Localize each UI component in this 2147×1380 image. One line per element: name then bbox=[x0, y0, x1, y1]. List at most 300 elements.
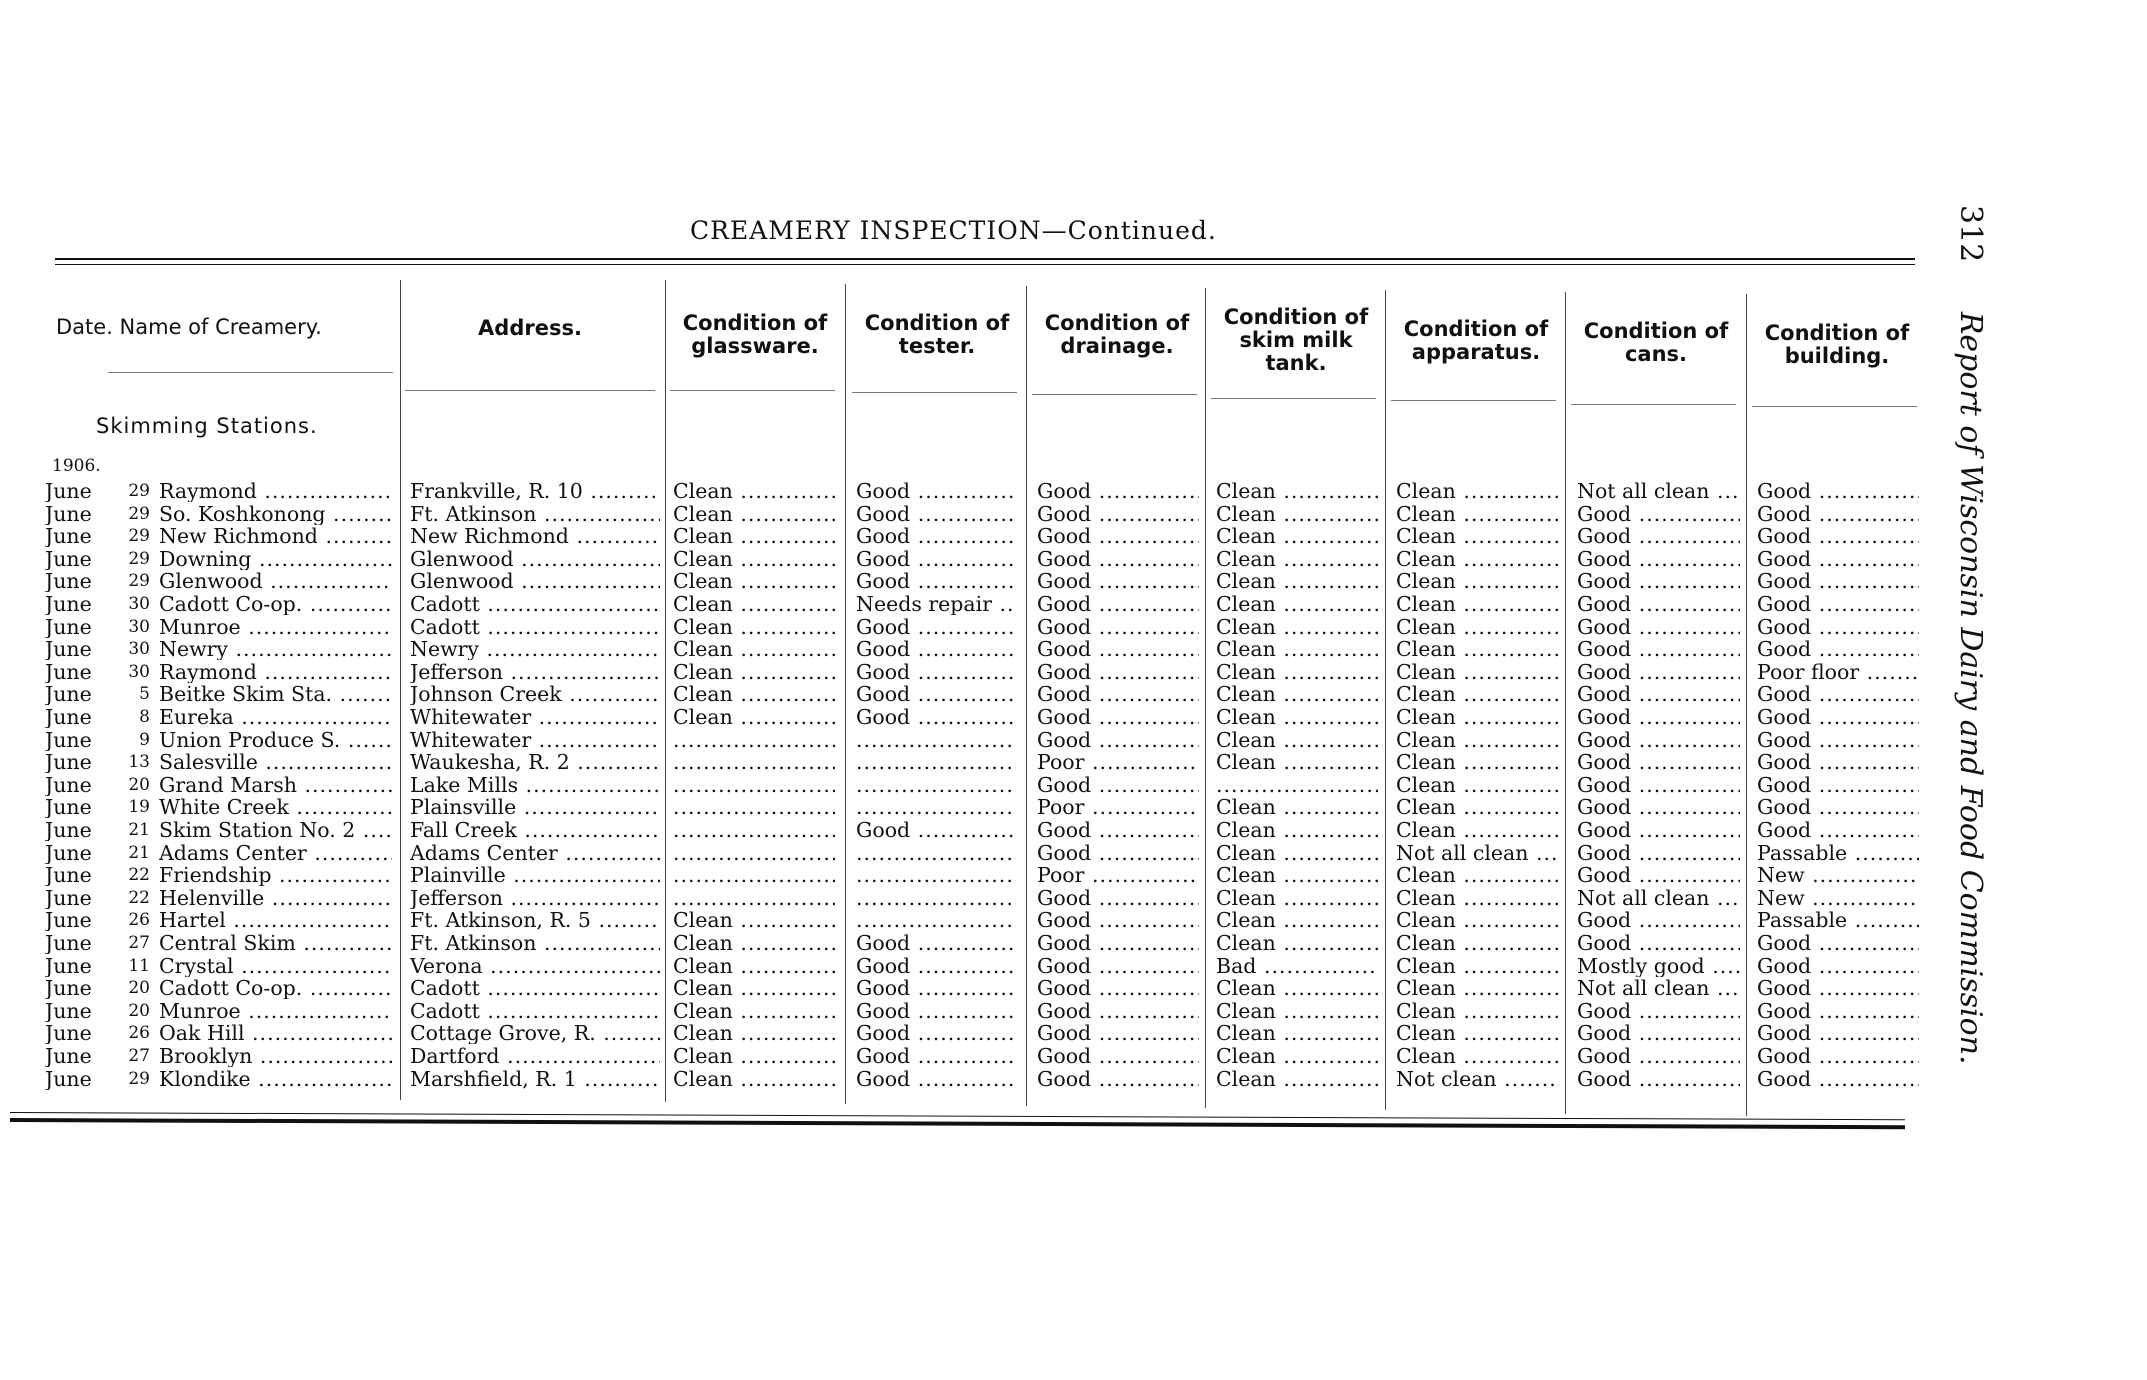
row-month: June bbox=[45, 570, 92, 593]
skim-tank-condition: Clean ..... bbox=[1216, 909, 1378, 931]
tester-condition: Good ..... bbox=[856, 683, 1016, 705]
glassware-condition: Clean ..... bbox=[673, 638, 835, 660]
building-condition: Good ..... bbox=[1757, 1068, 1919, 1090]
cans-condition: Good ..... bbox=[1577, 503, 1740, 525]
building-condition: Good ..... bbox=[1757, 955, 1919, 977]
building-condition: Good ..... bbox=[1757, 480, 1919, 502]
tester-condition: Good ..... bbox=[856, 503, 1016, 525]
row-day: 21 bbox=[128, 819, 150, 840]
skim-tank-condition: Clean ..... bbox=[1216, 842, 1378, 864]
glassware-condition bbox=[673, 751, 835, 773]
creamery-name: Crystal ..... bbox=[159, 955, 392, 977]
table-row bbox=[0, 909, 1940, 931]
row-month: June bbox=[45, 480, 92, 502]
cans-condition: Good ..... bbox=[1577, 661, 1740, 683]
tester-condition: Good ..... bbox=[856, 932, 1016, 954]
row-day: 20 bbox=[128, 978, 150, 999]
tester-condition bbox=[856, 909, 1016, 931]
row-day: 29 bbox=[128, 548, 150, 569]
skim-tank-condition: Clean ..... bbox=[1216, 796, 1378, 818]
table-row bbox=[0, 977, 1940, 999]
glassware-condition: Clean ..... bbox=[673, 1022, 835, 1044]
creamery-name: Eureka ..... bbox=[159, 706, 392, 728]
skim-tank-condition: Clean ..... bbox=[1216, 548, 1378, 570]
tester-condition bbox=[856, 774, 1016, 796]
drainage-condition: Good ..... bbox=[1037, 503, 1199, 525]
address: Marshfield, R. 1 ..... bbox=[410, 1068, 660, 1090]
glassware-condition bbox=[673, 864, 835, 886]
table-row bbox=[0, 1068, 1940, 1090]
drainage-condition: Good ..... bbox=[1037, 842, 1199, 864]
glassware-condition: Clean ..... bbox=[673, 548, 835, 570]
cans-condition: Good ..... bbox=[1577, 729, 1740, 751]
drainage-condition: Good ..... bbox=[1037, 683, 1199, 705]
cans-condition: Good ..... bbox=[1577, 1068, 1740, 1090]
table-row bbox=[0, 1022, 1940, 1044]
address: Plainville ..... bbox=[410, 864, 660, 886]
skim-tank-condition: Clean ..... bbox=[1216, 864, 1378, 886]
side-header bbox=[1953, 205, 1988, 1065]
glassware-condition: Clean ..... bbox=[673, 1000, 835, 1022]
creamery-name: Salesville ..... bbox=[159, 751, 392, 773]
address: Cadott ..... bbox=[410, 616, 660, 638]
tester-condition: Good ..... bbox=[856, 638, 1016, 660]
row-month: June bbox=[45, 705, 92, 728]
apparatus-condition: Clean ..... bbox=[1396, 932, 1559, 954]
table-row bbox=[0, 774, 1940, 796]
table-row bbox=[0, 525, 1940, 547]
row-day: 30 bbox=[128, 593, 150, 614]
cans-condition: Good ..... bbox=[1577, 864, 1740, 886]
table-row bbox=[0, 570, 1940, 592]
drainage-condition: Good ..... bbox=[1037, 977, 1199, 999]
building-condition: New ..... bbox=[1757, 887, 1919, 909]
row-month: June bbox=[45, 660, 92, 683]
address: Lake Mills ..... bbox=[410, 774, 660, 796]
table-row bbox=[0, 1045, 1940, 1067]
row-month: June bbox=[45, 886, 92, 909]
address: New Richmond ..... bbox=[410, 525, 660, 547]
apparatus-condition: Clean ..... bbox=[1396, 796, 1559, 818]
cans-condition: Good ..... bbox=[1577, 842, 1740, 864]
row-day: 20 bbox=[128, 774, 150, 795]
cans-condition: Mostly good ..... bbox=[1577, 955, 1740, 977]
cans-condition: Good ..... bbox=[1577, 819, 1740, 841]
row-month: June bbox=[45, 525, 92, 548]
skim-tank-condition: Clean ..... bbox=[1216, 683, 1378, 705]
table-row bbox=[0, 796, 1940, 818]
cans-condition: Good ..... bbox=[1577, 706, 1740, 728]
table-row bbox=[0, 548, 1940, 570]
apparatus-condition: Clean ..... bbox=[1396, 1000, 1559, 1022]
cans-condition: Good ..... bbox=[1577, 525, 1740, 547]
building-condition: Good ..... bbox=[1757, 1000, 1919, 1022]
row-day: 30 bbox=[128, 661, 150, 682]
drainage-condition: Good ..... bbox=[1037, 593, 1199, 615]
address: Whitewater ..... bbox=[410, 729, 660, 751]
table-row bbox=[0, 503, 1940, 525]
apparatus-condition: Clean ..... bbox=[1396, 503, 1559, 525]
address: Jefferson ..... bbox=[410, 887, 660, 909]
drainage-condition: Good ..... bbox=[1037, 729, 1199, 751]
table-row bbox=[0, 593, 1940, 615]
address: Waukesha, R. 2 ..... bbox=[410, 751, 660, 773]
row-month: June bbox=[45, 864, 92, 887]
cans-condition: Good ..... bbox=[1577, 616, 1740, 638]
glassware-condition: Clean ..... bbox=[673, 1045, 835, 1067]
address: Plainsville ..... bbox=[410, 796, 660, 818]
row-day: 29 bbox=[128, 1068, 150, 1089]
row-day: 27 bbox=[128, 1045, 150, 1066]
cans-condition: Not all clean ..... bbox=[1577, 977, 1740, 999]
building-condition: Good ..... bbox=[1757, 683, 1919, 705]
drainage-condition: Good ..... bbox=[1037, 1068, 1199, 1090]
table-row bbox=[0, 955, 1940, 977]
row-month: June bbox=[45, 954, 92, 977]
cans-condition: Good ..... bbox=[1577, 570, 1740, 592]
top-double-rule-2 bbox=[55, 264, 1915, 265]
table-row bbox=[0, 683, 1940, 705]
creamery-name: Oak Hill ..... bbox=[159, 1022, 392, 1044]
row-day: 5 bbox=[139, 684, 150, 705]
apparatus-condition: Clean ..... bbox=[1396, 887, 1559, 909]
glassware-condition: Clean ..... bbox=[673, 909, 835, 931]
creamery-name: Cadott Co-op. ..... bbox=[159, 593, 392, 615]
table-body bbox=[0, 480, 1940, 1090]
apparatus-condition: Clean ..... bbox=[1396, 525, 1559, 547]
address: Cottage Grove, R. ..... bbox=[410, 1022, 660, 1044]
address: Glenwood ..... bbox=[410, 570, 660, 592]
header-drainage: Condition of drainage. bbox=[1044, 311, 1190, 358]
apparatus-condition: Clean ..... bbox=[1396, 955, 1559, 977]
creamery-name: Glenwood ..... bbox=[159, 570, 392, 592]
skim-tank-condition: Clean ..... bbox=[1216, 1068, 1378, 1090]
header-underline bbox=[405, 390, 655, 391]
building-condition: Good ..... bbox=[1757, 1022, 1919, 1044]
creamery-name: Friendship ..... bbox=[159, 864, 392, 886]
building-condition: Good ..... bbox=[1757, 729, 1919, 751]
tester-condition: Good ..... bbox=[856, 525, 1016, 547]
table-row bbox=[0, 661, 1940, 683]
creamery-name: Cadott Co-op. ..... bbox=[159, 977, 392, 999]
row-month: June bbox=[45, 615, 92, 638]
creamery-name: Munroe ..... bbox=[159, 616, 392, 638]
drainage-condition: Good ..... bbox=[1037, 706, 1199, 728]
glassware-condition: Clean ..... bbox=[673, 706, 835, 728]
table-row bbox=[0, 819, 1940, 841]
header-underline bbox=[1752, 406, 1917, 407]
building-condition: Passable ..... bbox=[1757, 909, 1919, 931]
cans-condition: Good ..... bbox=[1577, 1022, 1740, 1044]
row-day: 26 bbox=[128, 910, 150, 931]
row-day: 11 bbox=[128, 955, 150, 976]
glassware-condition: Clean ..... bbox=[673, 683, 835, 705]
building-condition: Good ..... bbox=[1757, 796, 1919, 818]
building-condition: Good ..... bbox=[1757, 570, 1919, 592]
tester-condition: Good ..... bbox=[856, 480, 1016, 502]
creamery-name: Hartel ..... bbox=[159, 909, 392, 931]
header-cans: Condition of cans. bbox=[1583, 319, 1729, 366]
glassware-condition: Clean ..... bbox=[673, 616, 835, 638]
row-day: 30 bbox=[128, 639, 150, 660]
row-day: 29 bbox=[128, 481, 150, 501]
tester-condition: Good ..... bbox=[856, 1022, 1016, 1044]
skim-tank-condition: Clean ..... bbox=[1216, 638, 1378, 660]
header-glassware: Condition of glassware. bbox=[682, 311, 828, 358]
apparatus-condition: Clean ..... bbox=[1396, 480, 1559, 502]
row-month: June bbox=[45, 1022, 92, 1045]
tester-condition: Good ..... bbox=[856, 1068, 1016, 1090]
header-apparatus: Condition of apparatus. bbox=[1403, 317, 1549, 364]
creamery-name: Helenville ..... bbox=[159, 887, 392, 909]
header-underline bbox=[1571, 404, 1736, 405]
row-day: 27 bbox=[128, 932, 150, 953]
row-day: 8 bbox=[139, 706, 150, 727]
apparatus-condition: Not all clean ..... bbox=[1396, 842, 1559, 864]
header-underline bbox=[1391, 400, 1556, 401]
skim-tank-condition: Clean ..... bbox=[1216, 887, 1378, 909]
row-day: 20 bbox=[128, 1000, 150, 1021]
cans-condition: Good ..... bbox=[1577, 593, 1740, 615]
drainage-condition: Good ..... bbox=[1037, 909, 1199, 931]
tester-condition: Good ..... bbox=[856, 819, 1016, 841]
apparatus-condition: Clean ..... bbox=[1396, 864, 1559, 886]
skim-tank-condition: Bad ..... bbox=[1216, 955, 1378, 977]
cans-condition: Not all clean ..... bbox=[1577, 480, 1740, 502]
skim-tank-condition: Clean ..... bbox=[1216, 729, 1378, 751]
address: Glenwood ..... bbox=[410, 548, 660, 570]
cans-condition: Good ..... bbox=[1577, 909, 1740, 931]
glassware-condition: Clean ..... bbox=[673, 503, 835, 525]
row-month: June bbox=[45, 1044, 92, 1067]
drainage-condition: Good ..... bbox=[1037, 955, 1199, 977]
creamery-name: Raymond ..... bbox=[159, 661, 392, 683]
table-row bbox=[0, 751, 1940, 773]
row-day: 29 bbox=[128, 503, 150, 524]
skim-tank-condition: Clean ..... bbox=[1216, 706, 1378, 728]
tester-condition: Good ..... bbox=[856, 977, 1016, 999]
creamery-name: White Creek ..... bbox=[159, 796, 392, 818]
glassware-condition bbox=[673, 774, 835, 796]
cans-condition: Good ..... bbox=[1577, 1045, 1740, 1067]
cans-condition: Good ..... bbox=[1577, 932, 1740, 954]
cans-condition: Not all clean ..... bbox=[1577, 887, 1740, 909]
skim-tank-condition: Clean ..... bbox=[1216, 616, 1378, 638]
apparatus-condition: Clean ..... bbox=[1396, 616, 1559, 638]
drainage-condition: Poor ..... bbox=[1037, 751, 1199, 773]
apparatus-condition: Clean ..... bbox=[1396, 593, 1559, 615]
drainage-condition: Good ..... bbox=[1037, 525, 1199, 547]
header-skim-tank: Condition of skim milk tank. bbox=[1223, 305, 1369, 375]
address: Whitewater ..... bbox=[410, 706, 660, 728]
cans-condition: Good ..... bbox=[1577, 638, 1740, 660]
cans-condition: Good ..... bbox=[1577, 774, 1740, 796]
tester-condition: Good ..... bbox=[856, 661, 1016, 683]
tester-condition: Good ..... bbox=[856, 1045, 1016, 1067]
row-month: June bbox=[45, 818, 92, 841]
row-month: June bbox=[45, 1067, 92, 1090]
tester-condition: Good ..... bbox=[856, 570, 1016, 592]
cans-condition: Good ..... bbox=[1577, 1000, 1740, 1022]
apparatus-condition: Clean ..... bbox=[1396, 570, 1559, 592]
table-row bbox=[0, 842, 1940, 864]
bottom-rule-thick bbox=[10, 1118, 1905, 1129]
drainage-condition: Poor ..... bbox=[1037, 864, 1199, 886]
creamery-name: New Richmond ..... bbox=[159, 525, 392, 547]
address: Dartford ..... bbox=[410, 1045, 660, 1067]
skim-tank-condition: Clean ..... bbox=[1216, 503, 1378, 525]
building-condition: Good ..... bbox=[1757, 819, 1919, 841]
creamery-name: Klondike ..... bbox=[159, 1068, 392, 1090]
table-row bbox=[0, 864, 1940, 886]
address: Newry ..... bbox=[410, 638, 660, 660]
header-underline bbox=[108, 372, 393, 373]
drainage-condition: Good ..... bbox=[1037, 1000, 1199, 1022]
apparatus-condition: Clean ..... bbox=[1396, 638, 1559, 660]
drainage-condition: Good ..... bbox=[1037, 774, 1199, 796]
glassware-condition bbox=[673, 796, 835, 818]
address: Ft. Atkinson, R. 5 ..... bbox=[410, 909, 660, 931]
address: Verona ..... bbox=[410, 955, 660, 977]
apparatus-condition: Not clean ..... bbox=[1396, 1068, 1559, 1090]
tester-condition bbox=[856, 864, 1016, 886]
tester-condition bbox=[856, 842, 1016, 864]
building-condition: Good ..... bbox=[1757, 593, 1919, 615]
page-number: 312 bbox=[1953, 205, 1988, 263]
creamery-name: Central Skim ..... bbox=[159, 932, 392, 954]
row-day: 29 bbox=[128, 526, 150, 547]
skim-tank-condition: Clean ..... bbox=[1216, 593, 1378, 615]
row-month: June bbox=[45, 841, 92, 864]
row-month: June bbox=[45, 502, 92, 525]
header-date-name: Date. Name of Creamery. bbox=[56, 315, 322, 339]
apparatus-condition: Clean ..... bbox=[1396, 1022, 1559, 1044]
header-underline bbox=[1032, 394, 1197, 395]
glassware-condition: Clean ..... bbox=[673, 977, 835, 999]
drainage-condition: Good ..... bbox=[1037, 819, 1199, 841]
address: Cadott ..... bbox=[410, 593, 660, 615]
drainage-condition: Good ..... bbox=[1037, 548, 1199, 570]
table-row bbox=[0, 706, 1940, 728]
tester-condition: Good ..... bbox=[856, 1000, 1016, 1022]
tester-condition bbox=[856, 796, 1016, 818]
row-month: June bbox=[45, 683, 92, 706]
building-condition: Good ..... bbox=[1757, 1045, 1919, 1067]
glassware-condition: Clean ..... bbox=[673, 525, 835, 547]
tester-condition: Needs repair ..... bbox=[856, 593, 1016, 615]
drainage-condition: Poor ..... bbox=[1037, 796, 1199, 818]
apparatus-condition: Clean ..... bbox=[1396, 706, 1559, 728]
glassware-condition: Clean ..... bbox=[673, 1068, 835, 1090]
header-underline bbox=[670, 390, 835, 391]
building-condition: New ..... bbox=[1757, 864, 1919, 886]
creamery-name: Brooklyn ..... bbox=[159, 1045, 392, 1067]
skim-tank-condition: Clean ..... bbox=[1216, 932, 1378, 954]
apparatus-condition: Clean ..... bbox=[1396, 661, 1559, 683]
creamery-name: Downing ..... bbox=[159, 548, 392, 570]
building-condition: Good ..... bbox=[1757, 977, 1919, 999]
building-condition: Good ..... bbox=[1757, 638, 1919, 660]
apparatus-condition: Clean ..... bbox=[1396, 977, 1559, 999]
row-day: 21 bbox=[128, 842, 150, 863]
glassware-condition bbox=[673, 842, 835, 864]
skim-tank-condition: Clean ..... bbox=[1216, 661, 1378, 683]
apparatus-condition: Clean ..... bbox=[1396, 729, 1559, 751]
row-month: June bbox=[45, 773, 92, 796]
glassware-condition: Clean ..... bbox=[673, 932, 835, 954]
skim-tank-condition: Clean ..... bbox=[1216, 525, 1378, 547]
building-condition: Good ..... bbox=[1757, 525, 1919, 547]
row-month: June bbox=[45, 999, 92, 1022]
skim-tank-condition: Clean ..... bbox=[1216, 819, 1378, 841]
glassware-condition: Clean ..... bbox=[673, 955, 835, 977]
skim-tank-condition bbox=[1216, 774, 1378, 796]
creamery-name: Skim Station No. 2 ..... bbox=[159, 819, 392, 841]
row-day: 13 bbox=[128, 752, 150, 773]
glassware-condition: Clean ..... bbox=[673, 593, 835, 615]
row-day: 9 bbox=[139, 729, 150, 750]
header-underline bbox=[1211, 398, 1376, 399]
building-condition: Good ..... bbox=[1757, 548, 1919, 570]
row-day: 19 bbox=[128, 797, 150, 818]
creamery-name: Beitke Skim Sta. ..... bbox=[159, 683, 392, 705]
apparatus-condition: Clean ..... bbox=[1396, 548, 1559, 570]
address: Cadott ..... bbox=[410, 977, 660, 999]
building-condition: Good ..... bbox=[1757, 751, 1919, 773]
row-day: 30 bbox=[128, 616, 150, 637]
glassware-condition: Clean ..... bbox=[673, 661, 835, 683]
row-month: June bbox=[45, 638, 92, 661]
table-row bbox=[0, 638, 1940, 660]
header-tester: Condition of tester. bbox=[864, 311, 1010, 358]
skim-tank-condition: Clean ..... bbox=[1216, 1000, 1378, 1022]
address: Adams Center ..... bbox=[410, 842, 660, 864]
cans-condition: Good ..... bbox=[1577, 796, 1740, 818]
drainage-condition: Good ..... bbox=[1037, 887, 1199, 909]
row-month: June bbox=[45, 909, 92, 932]
table-row bbox=[0, 932, 1940, 954]
table-row bbox=[0, 729, 1940, 751]
building-condition: Passable ..... bbox=[1757, 842, 1919, 864]
glassware-condition: Clean ..... bbox=[673, 480, 835, 502]
drainage-condition: Good ..... bbox=[1037, 932, 1199, 954]
tester-condition bbox=[856, 751, 1016, 773]
glassware-condition bbox=[673, 819, 835, 841]
cans-condition: Good ..... bbox=[1577, 683, 1740, 705]
creamery-name: Munroe ..... bbox=[159, 1000, 392, 1022]
row-month: June bbox=[45, 751, 92, 774]
row-month: June bbox=[45, 547, 92, 570]
skim-tank-condition: Clean ..... bbox=[1216, 1045, 1378, 1067]
building-condition: Good ..... bbox=[1757, 706, 1919, 728]
glassware-condition: Clean ..... bbox=[673, 570, 835, 592]
skim-tank-condition: Clean ..... bbox=[1216, 1022, 1378, 1044]
cans-condition: Good ..... bbox=[1577, 751, 1740, 773]
tester-condition bbox=[856, 887, 1016, 909]
apparatus-condition: Clean ..... bbox=[1396, 819, 1559, 841]
apparatus-condition: Clean ..... bbox=[1396, 683, 1559, 705]
apparatus-condition: Clean ..... bbox=[1396, 751, 1559, 773]
row-day: 22 bbox=[128, 865, 150, 886]
building-condition: Good ..... bbox=[1757, 774, 1919, 796]
building-condition: Poor floor ..... bbox=[1757, 661, 1919, 683]
address: Jefferson ..... bbox=[410, 661, 660, 683]
drainage-condition: Good ..... bbox=[1037, 480, 1199, 502]
section-heading: Skimming Stations. bbox=[96, 414, 318, 438]
tester-condition bbox=[856, 729, 1016, 751]
tester-condition: Good ..... bbox=[856, 955, 1016, 977]
row-day: 22 bbox=[128, 887, 150, 908]
